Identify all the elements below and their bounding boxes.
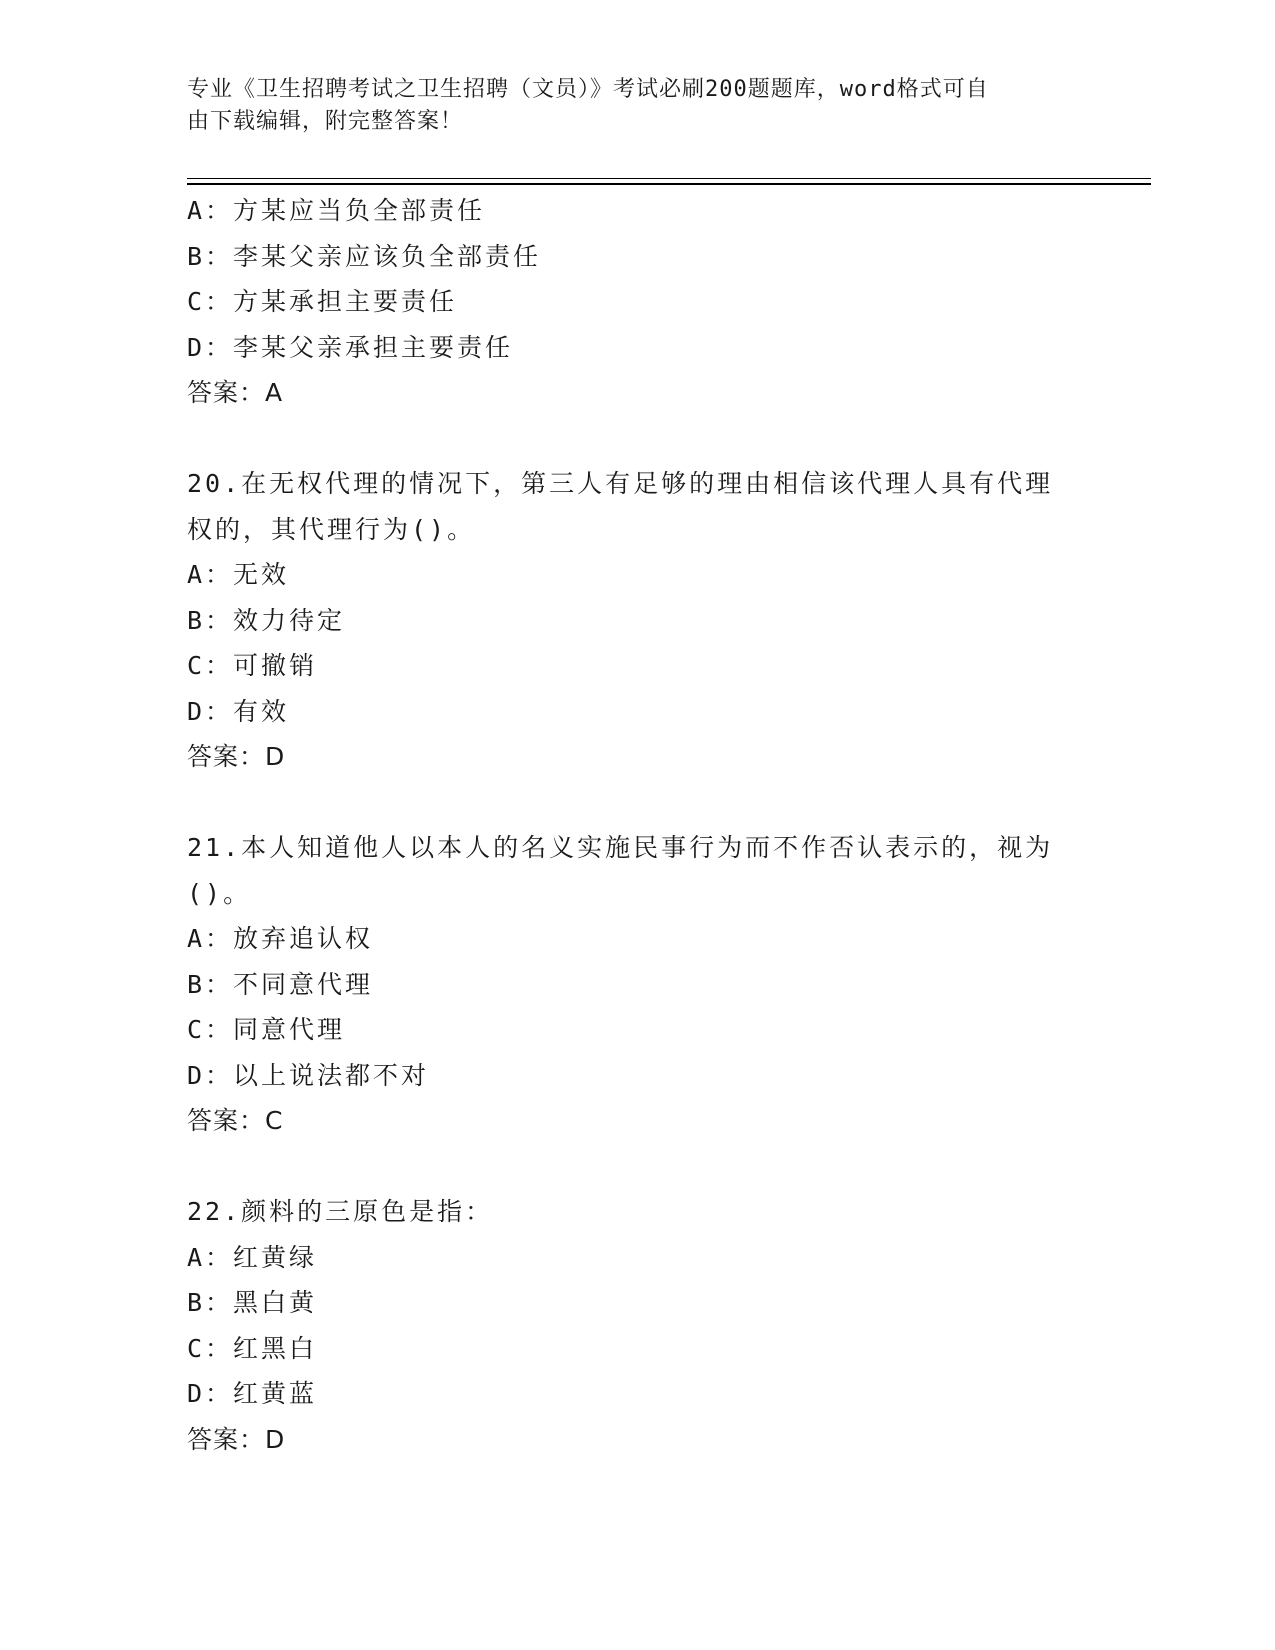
option-c: C：可撤销 [187, 651, 318, 680]
answer: 答案：A [187, 378, 284, 407]
question-stem-line-1: 22.颜料的三原色是指： [187, 1197, 494, 1226]
option-d: D：红黄蓝 [187, 1379, 318, 1408]
header-line-1: 专业《卫生招聘考试之卫生招聘（文员）》考试必刷200题题库，word格式可自 [187, 77, 989, 102]
header-divider-thick [187, 183, 1151, 185]
question-stem-line-1: 20.在无权代理的情况下，第三人有足够的理由相信该代理人具有代理 [187, 469, 1054, 498]
answer: 答案：D [187, 742, 286, 771]
option-c: C：同意代理 [187, 1015, 346, 1044]
question-stem-line-2: ()。 [187, 878, 252, 908]
question-stem-line-2: 权的，其代理行为()。 [187, 514, 476, 544]
question-21 [187, 825, 1087, 1144]
question-20 [187, 461, 1087, 780]
option-a: A：红黄绿 [187, 1242, 318, 1272]
option-c: C：方某承担主要责任 [187, 287, 458, 316]
question-stem-line-1: 21.本人知道他人以本人的名义实施民事行为而不作否认表示的，视为 [187, 833, 1054, 862]
option-b: B：黑白黄 [187, 1288, 318, 1317]
document-header [187, 74, 1067, 138]
document-body [187, 188, 1087, 1462]
option-c: C：红黑白 [187, 1333, 318, 1363]
answer: 答案：D [187, 1424, 286, 1454]
option-d: D：李某父亲承担主要责任 [187, 332, 514, 362]
option-a: A：放弃追认权 [187, 924, 374, 953]
option-b: B：李某父亲应该负全部责任 [187, 241, 542, 271]
question-22 [187, 1189, 1087, 1462]
option-b: B：效力待定 [187, 605, 346, 635]
question-19 [187, 188, 1087, 416]
answer: 答案：C [187, 1106, 284, 1135]
option-d: D：有效 [187, 696, 290, 726]
header-line-2: 由下载编辑，附完整答案！ [187, 109, 464, 134]
option-b: B：不同意代理 [187, 969, 374, 999]
option-a: A：无效 [187, 560, 290, 589]
header-divider-thin [187, 178, 1151, 179]
option-d: D：以上说法都不对 [187, 1060, 430, 1090]
option-a: A：方某应当负全部责任 [187, 196, 486, 225]
